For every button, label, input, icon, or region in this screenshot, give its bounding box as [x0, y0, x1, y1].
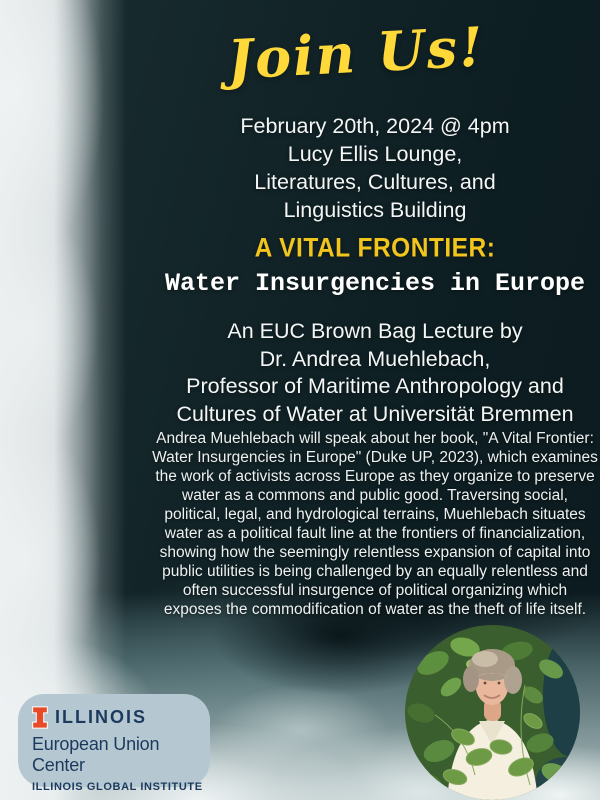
- venue-line: Literatures, Cultures, and: [254, 170, 496, 194]
- event-details-block: [150, 112, 600, 224]
- lecture-line: An EUC Brown Bag Lecture by: [227, 319, 523, 343]
- speaker-portrait-photo: [405, 625, 580, 800]
- portrait-illustration: [405, 625, 580, 800]
- event-datetime: February 20th, 2024 @ 4pm: [240, 114, 510, 138]
- join-us-script-heading: Join Us!: [225, 14, 487, 92]
- book-title: Water Insurgencies in Europe: [164, 269, 586, 298]
- euc-logo-card: [18, 694, 210, 793]
- title-kicker: A VITAL FRONTIER:: [254, 233, 496, 264]
- description-paragraph: Andrea Muehlebach will speak about her book, "A Vital Frontier: Water Insurgencies in Europe" (Duke UP, 2023), which examines the work of activists across Europe as they organize to preserve water as a commons and public good. Traversing social, political, legal, and hydrological terrains, Muehlebach situates water as a political fault line at the frontiers of financialization, showing how the seemingly relentless expansion of capital into public utilities is being challenged by an equally relentless and often successful insurgence of political organizing which exposes the commodification of water as the theft of life itself.: [152, 430, 598, 618]
- lecture-line: Cultures of Water at Universität Bremmen: [176, 401, 574, 426]
- illinois-wordmark: ILLINOIS: [55, 707, 147, 727]
- venue-line: Linguistics Building: [283, 198, 467, 222]
- illinois-wordmark-row: [32, 706, 210, 729]
- lecture-line: Dr. Andrea Muehlebach,: [259, 346, 491, 371]
- eu-center-name: European Union Center: [32, 734, 160, 775]
- lecture-line: Professor of Maritime Anthropology and: [186, 374, 564, 398]
- block-i-icon: [32, 706, 48, 729]
- venue-line: Lucy Ellis Lounge,: [287, 142, 463, 166]
- global-institute-name: ILLINOIS GLOBAL INSTITUTE: [32, 781, 203, 793]
- lecture-info-block: [150, 318, 600, 428]
